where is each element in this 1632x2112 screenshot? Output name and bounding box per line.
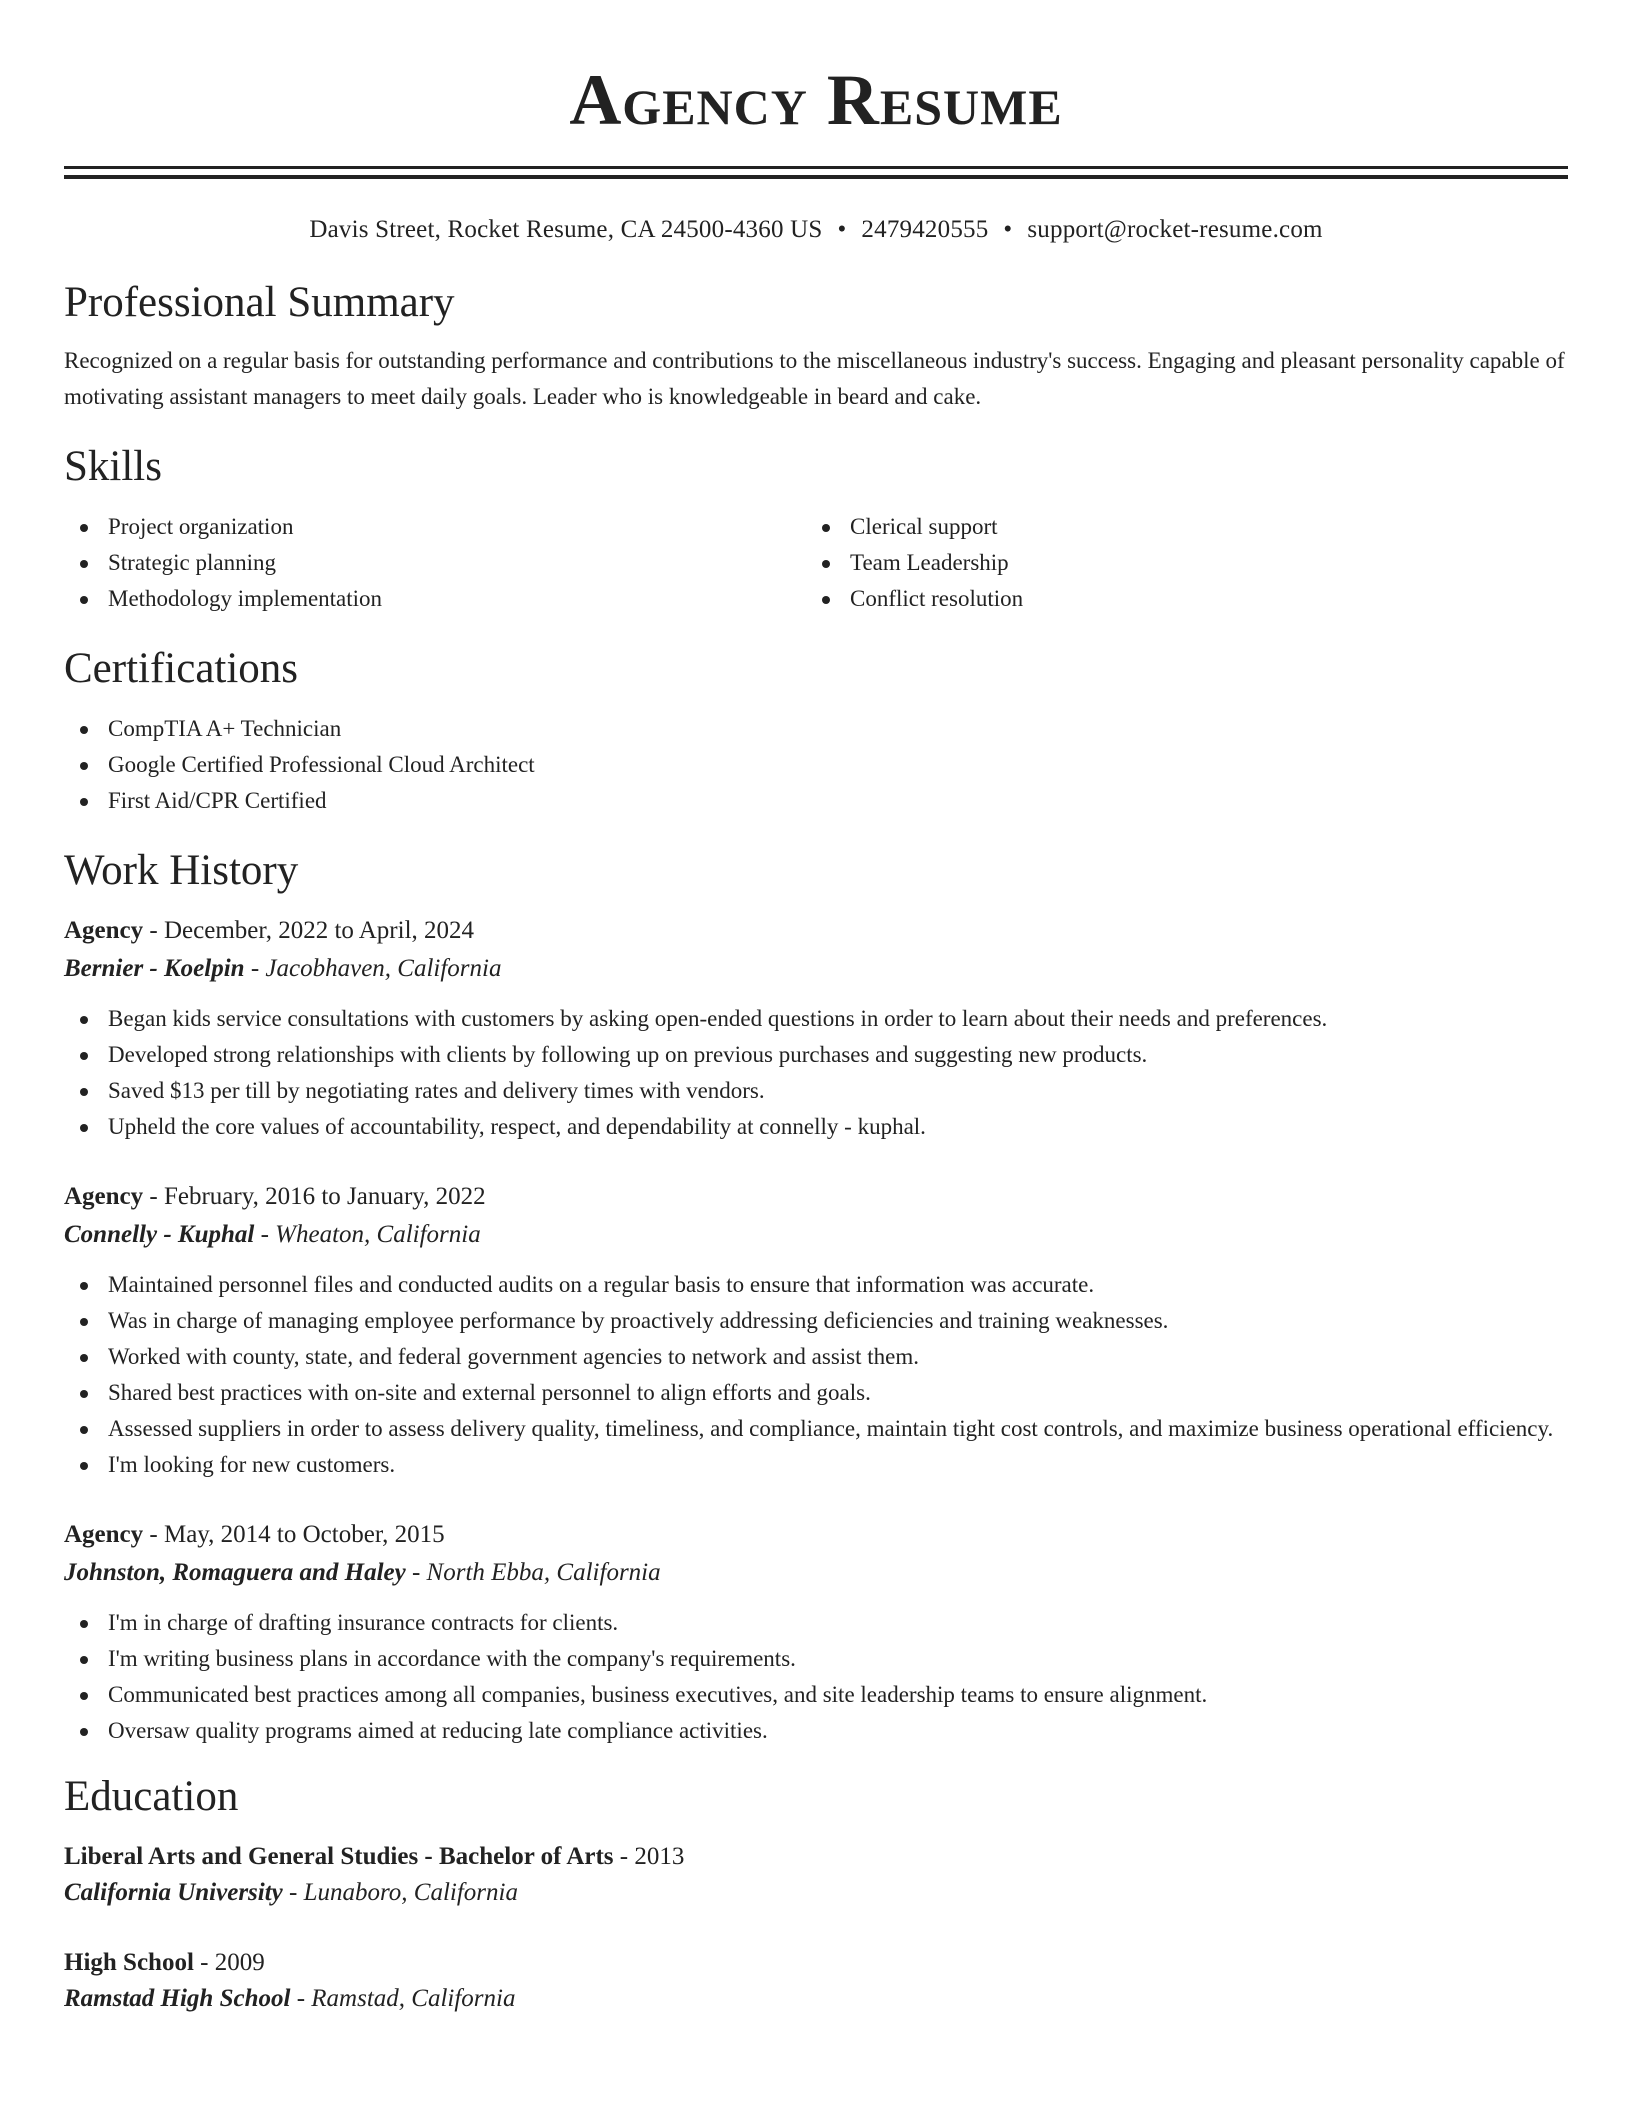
job-employer bbox=[64, 1215, 1568, 1255]
certifications-heading: Certifications bbox=[64, 645, 299, 692]
job-title: Agency bbox=[64, 1183, 144, 1210]
job-title: Agency bbox=[64, 1521, 144, 1548]
job-bullet: Maintained personnel files and conducted audits on a regular basis to ensure that information was accurate. bbox=[64, 1267, 1568, 1303]
resume-page bbox=[64, 0, 1568, 2017]
skill-item: Project organization bbox=[64, 509, 806, 545]
job-dates: - February, 2016 to January, 2022 bbox=[143, 1183, 486, 1210]
job-bullet: I'm looking for new customers. bbox=[64, 1447, 1568, 1483]
job-entry bbox=[64, 1179, 1568, 1483]
job-bullet: Assessed suppliers in order to assess delivery quality, timeliness, and compliance, maintain tight cost controls, and maximize business operational efficiency. bbox=[64, 1411, 1568, 1447]
job-location: - Wheaton, California bbox=[254, 1221, 481, 1248]
job-bullet: I'm in charge of drafting insurance contracts for clients. bbox=[64, 1605, 1568, 1641]
education-header bbox=[64, 1839, 1568, 1875]
job-location: - North Ebba, California bbox=[405, 1559, 661, 1586]
job-bullet: Oversaw quality programs aimed at reducing late compliance activities. bbox=[64, 1713, 1568, 1749]
certification-item: First Aid/CPR Certified bbox=[64, 783, 1568, 819]
title-divider-bottom bbox=[64, 175, 1568, 179]
education-degree: High School bbox=[64, 1949, 194, 1976]
skills-right-list bbox=[806, 509, 1548, 617]
skills-heading: Skills bbox=[64, 443, 162, 490]
skill-item: Conflict resolution bbox=[806, 581, 1548, 617]
job-bullets bbox=[64, 1267, 1568, 1483]
job-header bbox=[64, 1517, 1568, 1553]
education-school-line bbox=[64, 1875, 1568, 1911]
job-entry bbox=[64, 913, 1568, 1145]
education-section bbox=[64, 1771, 1568, 2017]
skill-item: Team Leadership bbox=[806, 545, 1548, 581]
job-bullet: Shared best practices with on-site and external personnel to align efforts and goals. bbox=[64, 1375, 1568, 1411]
job-bullet: Saved $13 per till by negotiating rates and delivery times with vendors. bbox=[64, 1073, 1568, 1109]
summary-section bbox=[64, 277, 1568, 415]
job-bullet: Worked with county, state, and federal government agencies to network and assist them. bbox=[64, 1339, 1568, 1375]
job-employer bbox=[64, 1553, 1568, 1593]
skill-item: Methodology implementation bbox=[64, 581, 806, 617]
job-employer bbox=[64, 949, 1568, 989]
education-entry bbox=[64, 1839, 1568, 1911]
job-company: Johnston, Romaguera and Haley bbox=[64, 1559, 406, 1586]
skills-left-list bbox=[64, 509, 806, 617]
work-history-section bbox=[64, 845, 1568, 1749]
skills-section bbox=[64, 441, 1568, 617]
education-degree: Liberal Arts and General Studies - Bachelor of Arts bbox=[64, 1843, 614, 1870]
job-dates: - December, 2022 to April, 2024 bbox=[143, 917, 475, 944]
job-bullet: Communicated best practices among all companies, business executives, and site leadership teams to ensure alignment. bbox=[64, 1677, 1568, 1713]
education-school: Ramstad High School bbox=[64, 1985, 291, 2012]
job-bullets bbox=[64, 1001, 1568, 1145]
work-history-heading: Work History bbox=[64, 847, 299, 894]
summary-heading: Professional Summary bbox=[64, 279, 455, 326]
certification-item: Google Certified Professional Cloud Architect bbox=[64, 747, 1568, 783]
education-location: - Lunaboro, California bbox=[282, 1879, 518, 1906]
education-heading: Education bbox=[64, 1773, 239, 1820]
contact-email: support@rocket-resume.com bbox=[1027, 216, 1323, 243]
education-year: - 2013 bbox=[613, 1843, 685, 1870]
job-header bbox=[64, 913, 1568, 949]
contact-separator: • bbox=[1003, 216, 1013, 243]
certification-item: CompTIA A+ Technician bbox=[64, 711, 1568, 747]
job-bullets bbox=[64, 1605, 1568, 1749]
contact-phone: 2479420555 bbox=[861, 216, 989, 243]
job-bullet: Developed strong relationships with clients by following up on previous purchases and suggesting new products. bbox=[64, 1037, 1568, 1073]
skill-item: Strategic planning bbox=[64, 545, 806, 581]
job-title: Agency bbox=[64, 917, 144, 944]
education-header bbox=[64, 1945, 1568, 1981]
job-entry bbox=[64, 1517, 1568, 1749]
job-header bbox=[64, 1179, 1568, 1215]
job-dates: - May, 2014 to October, 2015 bbox=[143, 1521, 445, 1548]
education-location: - Ramstad, California bbox=[290, 1985, 516, 2012]
resume-title: Agency Resume bbox=[569, 60, 1063, 140]
certifications-section bbox=[64, 643, 1568, 819]
job-company: Bernier - Koelpin bbox=[64, 955, 245, 982]
contact-separator: • bbox=[837, 216, 847, 243]
summary-text: Recognized on a regular basis for outstanding performance and contributions to the miscellaneous industry's success. Engaging and pleasant personality capable of motivating assistant managers to meet daily goals. Leader who is knowledgeable in beard and cake. bbox=[64, 348, 1565, 409]
job-bullet: I'm writing business plans in accordance with the company's requirements. bbox=[64, 1641, 1568, 1677]
job-company: Connelly - Kuphal bbox=[64, 1221, 255, 1248]
education-entry bbox=[64, 1945, 1568, 2017]
education-school: California University bbox=[64, 1879, 283, 1906]
contact-address: Davis Street, Rocket Resume, CA 24500-4360 US bbox=[309, 216, 823, 243]
job-location: - Jacobhaven, California bbox=[244, 955, 502, 982]
contact-line bbox=[64, 215, 1568, 245]
education-year: - 2009 bbox=[193, 1949, 265, 1976]
title-divider-top bbox=[64, 166, 1568, 169]
skill-item: Clerical support bbox=[806, 509, 1548, 545]
job-bullet: Began kids service consultations with customers by asking open-ended questions in order to learn about their needs and preferences. bbox=[64, 1001, 1568, 1037]
certifications-list bbox=[64, 711, 1568, 819]
education-school-line bbox=[64, 1981, 1568, 2017]
job-bullet: Was in charge of managing employee performance by proactively addressing deficiencies and training weaknesses. bbox=[64, 1303, 1568, 1339]
job-bullet: Upheld the core values of accountability, respect, and dependability at connelly - kuphal. bbox=[64, 1109, 1568, 1145]
skills-grid bbox=[64, 509, 1568, 617]
